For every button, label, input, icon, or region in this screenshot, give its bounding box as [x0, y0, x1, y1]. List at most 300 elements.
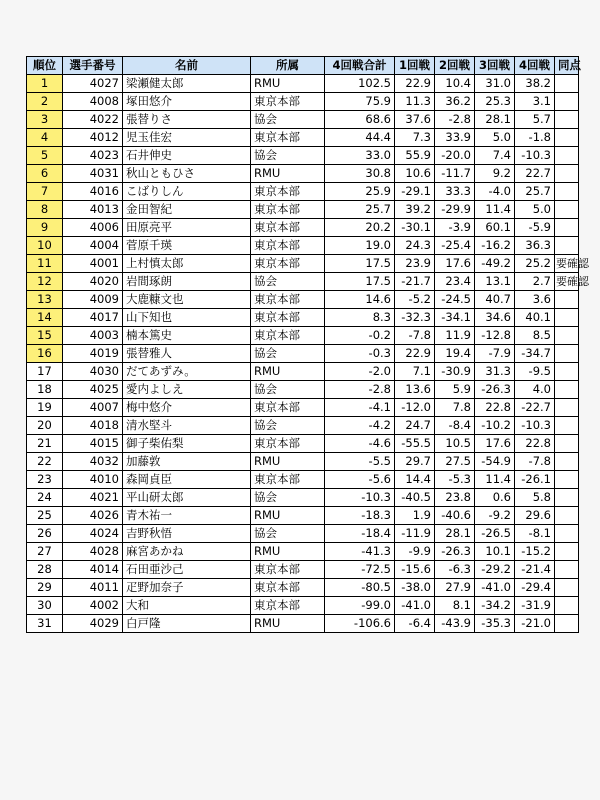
- cell-name[interactable]: 森岡貞臣: [123, 471, 251, 489]
- cell-rank[interactable]: 29: [27, 579, 63, 597]
- cell-name[interactable]: 平山研太郎: [123, 489, 251, 507]
- cell-round-2[interactable]: -3.9: [435, 219, 475, 237]
- header-rank[interactable]: 順位: [27, 57, 63, 75]
- cell-round-4[interactable]: 40.1: [515, 309, 555, 327]
- cell-affiliation[interactable]: 東京本部: [251, 291, 325, 309]
- cell-round-4[interactable]: 5.7: [515, 111, 555, 129]
- cell-player-number[interactable]: 4009: [63, 291, 123, 309]
- cell-round-2[interactable]: 5.9: [435, 381, 475, 399]
- cell-total[interactable]: 20.2: [325, 219, 395, 237]
- cell-affiliation[interactable]: 東京本部: [251, 561, 325, 579]
- cell-round-2[interactable]: -26.3: [435, 543, 475, 561]
- cell-affiliation[interactable]: 東京本部: [251, 435, 325, 453]
- cell-round-3[interactable]: 17.6: [475, 435, 515, 453]
- cell-affiliation[interactable]: 東京本部: [251, 597, 325, 615]
- cell-round-1[interactable]: 7.3: [395, 129, 435, 147]
- cell-player-number[interactable]: 4030: [63, 363, 123, 381]
- cell-total[interactable]: 14.6: [325, 291, 395, 309]
- cell-round-2[interactable]: -20.0: [435, 147, 475, 165]
- cell-affiliation[interactable]: 東京本部: [251, 327, 325, 345]
- cell-rank[interactable]: 14: [27, 309, 63, 327]
- cell-rank[interactable]: 15: [27, 327, 63, 345]
- cell-round-3[interactable]: 22.8: [475, 399, 515, 417]
- cell-affiliation[interactable]: 東京本部: [251, 399, 325, 417]
- cell-player-number[interactable]: 4012: [63, 129, 123, 147]
- cell-rank[interactable]: 5: [27, 147, 63, 165]
- cell-round-4[interactable]: -26.1: [515, 471, 555, 489]
- cell-round-3[interactable]: 28.1: [475, 111, 515, 129]
- cell-round-1[interactable]: 22.9: [395, 345, 435, 363]
- cell-round-3[interactable]: -49.2: [475, 255, 515, 273]
- cell-round-1[interactable]: -11.9: [395, 525, 435, 543]
- cell-total[interactable]: -0.3: [325, 345, 395, 363]
- header-round-2[interactable]: 2回戦: [435, 57, 475, 75]
- cell-round-2[interactable]: -43.9: [435, 615, 475, 633]
- cell-player-number[interactable]: 4017: [63, 309, 123, 327]
- cell-name[interactable]: 梅中悠介: [123, 399, 251, 417]
- cell-round-3[interactable]: -4.0: [475, 183, 515, 201]
- cell-round-4[interactable]: -8.1: [515, 525, 555, 543]
- cell-round-3[interactable]: -41.0: [475, 579, 515, 597]
- cell-round-1[interactable]: -9.9: [395, 543, 435, 561]
- cell-player-number[interactable]: 4028: [63, 543, 123, 561]
- cell-tie[interactable]: [555, 291, 579, 309]
- cell-round-1[interactable]: -32.3: [395, 309, 435, 327]
- cell-total[interactable]: -5.6: [325, 471, 395, 489]
- cell-round-4[interactable]: -5.9: [515, 219, 555, 237]
- cell-rank[interactable]: 17: [27, 363, 63, 381]
- cell-total[interactable]: -99.0: [325, 597, 395, 615]
- cell-name[interactable]: 清水堅斗: [123, 417, 251, 435]
- cell-tie[interactable]: [555, 399, 579, 417]
- cell-rank[interactable]: 23: [27, 471, 63, 489]
- cell-name[interactable]: 児玉佳宏: [123, 129, 251, 147]
- cell-rank[interactable]: 22: [27, 453, 63, 471]
- cell-total[interactable]: -80.5: [325, 579, 395, 597]
- cell-round-1[interactable]: 55.9: [395, 147, 435, 165]
- header-tie[interactable]: 同点: [555, 57, 579, 75]
- cell-player-number[interactable]: 4023: [63, 147, 123, 165]
- cell-round-1[interactable]: -41.0: [395, 597, 435, 615]
- cell-total[interactable]: 33.0: [325, 147, 395, 165]
- cell-player-number[interactable]: 4002: [63, 597, 123, 615]
- cell-tie[interactable]: [555, 93, 579, 111]
- cell-name[interactable]: 菅原千瑛: [123, 237, 251, 255]
- cell-affiliation[interactable]: 東京本部: [251, 201, 325, 219]
- cell-rank[interactable]: 11: [27, 255, 63, 273]
- cell-round-4[interactable]: -15.2: [515, 543, 555, 561]
- header-round-4[interactable]: 4回戦: [515, 57, 555, 75]
- cell-name[interactable]: 大和: [123, 597, 251, 615]
- cell-round-3[interactable]: 34.6: [475, 309, 515, 327]
- cell-affiliation[interactable]: 協会: [251, 381, 325, 399]
- cell-total[interactable]: -41.3: [325, 543, 395, 561]
- cell-round-4[interactable]: 3.1: [515, 93, 555, 111]
- cell-round-2[interactable]: -25.4: [435, 237, 475, 255]
- cell-round-2[interactable]: -29.9: [435, 201, 475, 219]
- cell-rank[interactable]: 20: [27, 417, 63, 435]
- cell-affiliation[interactable]: 東京本部: [251, 129, 325, 147]
- cell-tie[interactable]: [555, 543, 579, 561]
- cell-total[interactable]: -2.0: [325, 363, 395, 381]
- cell-tie[interactable]: [555, 75, 579, 93]
- cell-player-number[interactable]: 4018: [63, 417, 123, 435]
- cell-round-2[interactable]: 27.9: [435, 579, 475, 597]
- cell-round-3[interactable]: -35.3: [475, 615, 515, 633]
- cell-player-number[interactable]: 4006: [63, 219, 123, 237]
- cell-affiliation[interactable]: RMU: [251, 165, 325, 183]
- cell-round-2[interactable]: -34.1: [435, 309, 475, 327]
- cell-round-1[interactable]: -30.1: [395, 219, 435, 237]
- cell-name[interactable]: 青木祐一: [123, 507, 251, 525]
- cell-player-number[interactable]: 4001: [63, 255, 123, 273]
- cell-round-2[interactable]: -6.3: [435, 561, 475, 579]
- cell-round-2[interactable]: 23.8: [435, 489, 475, 507]
- cell-round-4[interactable]: 22.7: [515, 165, 555, 183]
- cell-total[interactable]: 25.7: [325, 201, 395, 219]
- cell-tie[interactable]: [555, 489, 579, 507]
- cell-tie[interactable]: 要確認: [555, 273, 579, 291]
- cell-affiliation[interactable]: 協会: [251, 147, 325, 165]
- cell-tie[interactable]: [555, 435, 579, 453]
- cell-affiliation[interactable]: 協会: [251, 345, 325, 363]
- cell-player-number[interactable]: 4016: [63, 183, 123, 201]
- cell-name[interactable]: 張替りさ: [123, 111, 251, 129]
- cell-player-number[interactable]: 4020: [63, 273, 123, 291]
- header-round-1[interactable]: 1回戦: [395, 57, 435, 75]
- cell-rank[interactable]: 26: [27, 525, 63, 543]
- cell-round-2[interactable]: -40.6: [435, 507, 475, 525]
- cell-player-number[interactable]: 4027: [63, 75, 123, 93]
- cell-name[interactable]: 楠本篤史: [123, 327, 251, 345]
- cell-affiliation[interactable]: 東京本部: [251, 309, 325, 327]
- cell-player-number[interactable]: 4021: [63, 489, 123, 507]
- cell-round-2[interactable]: 19.4: [435, 345, 475, 363]
- cell-affiliation[interactable]: 協会: [251, 489, 325, 507]
- cell-affiliation[interactable]: 協会: [251, 417, 325, 435]
- cell-round-3[interactable]: 9.2: [475, 165, 515, 183]
- cell-affiliation[interactable]: 協会: [251, 525, 325, 543]
- header-player-number[interactable]: 選手番号: [63, 57, 123, 75]
- cell-round-4[interactable]: 5.0: [515, 201, 555, 219]
- cell-round-3[interactable]: -9.2: [475, 507, 515, 525]
- cell-round-3[interactable]: -10.2: [475, 417, 515, 435]
- cell-name[interactable]: 白戸隆: [123, 615, 251, 633]
- cell-round-2[interactable]: -5.3: [435, 471, 475, 489]
- cell-affiliation[interactable]: 東京本部: [251, 183, 325, 201]
- cell-round-3[interactable]: 31.0: [475, 75, 515, 93]
- cell-rank[interactable]: 6: [27, 165, 63, 183]
- cell-name[interactable]: 岩間琢朗: [123, 273, 251, 291]
- cell-round-4[interactable]: 8.5: [515, 327, 555, 345]
- cell-rank[interactable]: 19: [27, 399, 63, 417]
- cell-player-number[interactable]: 4026: [63, 507, 123, 525]
- cell-round-1[interactable]: -5.2: [395, 291, 435, 309]
- cell-round-4[interactable]: 36.3: [515, 237, 555, 255]
- cell-total[interactable]: -2.8: [325, 381, 395, 399]
- cell-round-1[interactable]: 7.1: [395, 363, 435, 381]
- cell-player-number[interactable]: 4015: [63, 435, 123, 453]
- cell-rank[interactable]: 2: [27, 93, 63, 111]
- cell-tie[interactable]: [555, 183, 579, 201]
- cell-name[interactable]: 金田智紀: [123, 201, 251, 219]
- cell-round-4[interactable]: -1.8: [515, 129, 555, 147]
- cell-total[interactable]: 44.4: [325, 129, 395, 147]
- cell-round-2[interactable]: -8.4: [435, 417, 475, 435]
- cell-round-1[interactable]: 1.9: [395, 507, 435, 525]
- cell-affiliation[interactable]: RMU: [251, 543, 325, 561]
- cell-total[interactable]: -0.2: [325, 327, 395, 345]
- cell-round-2[interactable]: 33.9: [435, 129, 475, 147]
- cell-round-1[interactable]: -15.6: [395, 561, 435, 579]
- cell-round-4[interactable]: 3.6: [515, 291, 555, 309]
- cell-round-2[interactable]: 27.5: [435, 453, 475, 471]
- cell-name[interactable]: 愛内よしえ: [123, 381, 251, 399]
- cell-round-1[interactable]: 24.7: [395, 417, 435, 435]
- cell-total[interactable]: 68.6: [325, 111, 395, 129]
- cell-total[interactable]: -72.5: [325, 561, 395, 579]
- cell-round-1[interactable]: 22.9: [395, 75, 435, 93]
- header-affiliation[interactable]: 所属: [251, 57, 325, 75]
- cell-round-4[interactable]: -22.7: [515, 399, 555, 417]
- cell-round-4[interactable]: 25.7: [515, 183, 555, 201]
- cell-player-number[interactable]: 4022: [63, 111, 123, 129]
- cell-rank[interactable]: 18: [27, 381, 63, 399]
- cell-round-4[interactable]: 4.0: [515, 381, 555, 399]
- cell-rank[interactable]: 9: [27, 219, 63, 237]
- cell-round-3[interactable]: -26.5: [475, 525, 515, 543]
- cell-total[interactable]: 102.5: [325, 75, 395, 93]
- cell-round-1[interactable]: 10.6: [395, 165, 435, 183]
- cell-tie[interactable]: [555, 417, 579, 435]
- cell-name[interactable]: 大鹿糠文也: [123, 291, 251, 309]
- cell-round-2[interactable]: 17.6: [435, 255, 475, 273]
- cell-round-4[interactable]: -34.7: [515, 345, 555, 363]
- cell-round-3[interactable]: 11.4: [475, 471, 515, 489]
- cell-rank[interactable]: 25: [27, 507, 63, 525]
- cell-round-4[interactable]: 29.6: [515, 507, 555, 525]
- cell-round-1[interactable]: -12.0: [395, 399, 435, 417]
- cell-tie[interactable]: [555, 237, 579, 255]
- cell-player-number[interactable]: 4003: [63, 327, 123, 345]
- cell-total[interactable]: -10.3: [325, 489, 395, 507]
- cell-player-number[interactable]: 4008: [63, 93, 123, 111]
- cell-affiliation[interactable]: 協会: [251, 273, 325, 291]
- cell-affiliation[interactable]: 協会: [251, 111, 325, 129]
- cell-player-number[interactable]: 4032: [63, 453, 123, 471]
- header-round-3[interactable]: 3回戦: [475, 57, 515, 75]
- cell-round-3[interactable]: -16.2: [475, 237, 515, 255]
- cell-name[interactable]: 秋山ともひさ: [123, 165, 251, 183]
- cell-round-2[interactable]: -30.9: [435, 363, 475, 381]
- cell-round-4[interactable]: -9.5: [515, 363, 555, 381]
- cell-round-1[interactable]: 11.3: [395, 93, 435, 111]
- cell-tie[interactable]: [555, 579, 579, 597]
- cell-name[interactable]: 疋野加奈子: [123, 579, 251, 597]
- cell-round-2[interactable]: 10.5: [435, 435, 475, 453]
- cell-affiliation[interactable]: 東京本部: [251, 255, 325, 273]
- cell-round-2[interactable]: 7.8: [435, 399, 475, 417]
- cell-rank[interactable]: 28: [27, 561, 63, 579]
- cell-round-4[interactable]: -10.3: [515, 417, 555, 435]
- cell-affiliation[interactable]: 東京本部: [251, 93, 325, 111]
- header-name[interactable]: 名前: [123, 57, 251, 75]
- cell-round-3[interactable]: -12.8: [475, 327, 515, 345]
- cell-tie[interactable]: [555, 525, 579, 543]
- cell-round-2[interactable]: -2.8: [435, 111, 475, 129]
- cell-affiliation[interactable]: RMU: [251, 363, 325, 381]
- cell-round-2[interactable]: 28.1: [435, 525, 475, 543]
- cell-total[interactable]: -4.6: [325, 435, 395, 453]
- cell-round-4[interactable]: -21.0: [515, 615, 555, 633]
- cell-tie[interactable]: [555, 615, 579, 633]
- cell-round-1[interactable]: -55.5: [395, 435, 435, 453]
- cell-round-4[interactable]: -29.4: [515, 579, 555, 597]
- cell-name[interactable]: 上村慎太郎: [123, 255, 251, 273]
- cell-player-number[interactable]: 4004: [63, 237, 123, 255]
- cell-round-3[interactable]: -26.3: [475, 381, 515, 399]
- cell-player-number[interactable]: 4031: [63, 165, 123, 183]
- cell-name[interactable]: 田原亮平: [123, 219, 251, 237]
- cell-round-3[interactable]: 0.6: [475, 489, 515, 507]
- cell-affiliation[interactable]: RMU: [251, 75, 325, 93]
- cell-round-1[interactable]: -6.4: [395, 615, 435, 633]
- cell-round-3[interactable]: -54.9: [475, 453, 515, 471]
- cell-round-3[interactable]: 60.1: [475, 219, 515, 237]
- cell-player-number[interactable]: 4007: [63, 399, 123, 417]
- cell-tie[interactable]: [555, 129, 579, 147]
- cell-rank[interactable]: 30: [27, 597, 63, 615]
- cell-round-2[interactable]: -24.5: [435, 291, 475, 309]
- cell-tie[interactable]: [555, 597, 579, 615]
- cell-tie[interactable]: [555, 147, 579, 165]
- cell-name[interactable]: 梁瀬健太郎: [123, 75, 251, 93]
- cell-player-number[interactable]: 4014: [63, 561, 123, 579]
- cell-tie[interactable]: [555, 309, 579, 327]
- header-total[interactable]: 4回戦合計: [325, 57, 395, 75]
- cell-round-2[interactable]: 8.1: [435, 597, 475, 615]
- cell-round-3[interactable]: -29.2: [475, 561, 515, 579]
- cell-tie[interactable]: 要確認: [555, 255, 579, 273]
- cell-round-2[interactable]: 11.9: [435, 327, 475, 345]
- cell-name[interactable]: 御子柴佑梨: [123, 435, 251, 453]
- cell-name[interactable]: 山下知也: [123, 309, 251, 327]
- cell-tie[interactable]: [555, 219, 579, 237]
- cell-round-3[interactable]: 5.0: [475, 129, 515, 147]
- cell-round-4[interactable]: 38.2: [515, 75, 555, 93]
- cell-rank[interactable]: 8: [27, 201, 63, 219]
- cell-round-4[interactable]: 25.2: [515, 255, 555, 273]
- cell-total[interactable]: 17.5: [325, 255, 395, 273]
- cell-rank[interactable]: 31: [27, 615, 63, 633]
- cell-affiliation[interactable]: 東京本部: [251, 219, 325, 237]
- cell-round-4[interactable]: -7.8: [515, 453, 555, 471]
- cell-total[interactable]: -4.1: [325, 399, 395, 417]
- cell-round-4[interactable]: 2.7: [515, 273, 555, 291]
- cell-total[interactable]: 19.0: [325, 237, 395, 255]
- cell-name[interactable]: 塚田悠介: [123, 93, 251, 111]
- cell-round-1[interactable]: 39.2: [395, 201, 435, 219]
- cell-tie[interactable]: [555, 201, 579, 219]
- cell-name[interactable]: 麻宮あかね: [123, 543, 251, 561]
- cell-round-4[interactable]: 22.8: [515, 435, 555, 453]
- cell-round-1[interactable]: -29.1: [395, 183, 435, 201]
- cell-rank[interactable]: 3: [27, 111, 63, 129]
- cell-round-2[interactable]: 36.2: [435, 93, 475, 111]
- cell-tie[interactable]: [555, 165, 579, 183]
- cell-round-3[interactable]: -7.9: [475, 345, 515, 363]
- cell-rank[interactable]: 4: [27, 129, 63, 147]
- cell-total[interactable]: -4.2: [325, 417, 395, 435]
- cell-affiliation[interactable]: 東京本部: [251, 579, 325, 597]
- cell-total[interactable]: 8.3: [325, 309, 395, 327]
- cell-total[interactable]: 30.8: [325, 165, 395, 183]
- cell-tie[interactable]: [555, 381, 579, 399]
- cell-name[interactable]: 張替雅人: [123, 345, 251, 363]
- cell-round-1[interactable]: -40.5: [395, 489, 435, 507]
- cell-round-3[interactable]: 11.4: [475, 201, 515, 219]
- cell-round-4[interactable]: 5.8: [515, 489, 555, 507]
- cell-round-4[interactable]: -31.9: [515, 597, 555, 615]
- cell-round-3[interactable]: 25.3: [475, 93, 515, 111]
- cell-affiliation[interactable]: 東京本部: [251, 237, 325, 255]
- cell-total[interactable]: -18.4: [325, 525, 395, 543]
- cell-total[interactable]: 25.9: [325, 183, 395, 201]
- cell-name[interactable]: こばりしん: [123, 183, 251, 201]
- cell-round-3[interactable]: -34.2: [475, 597, 515, 615]
- cell-tie[interactable]: [555, 471, 579, 489]
- cell-name[interactable]: 石田亜沙己: [123, 561, 251, 579]
- cell-tie[interactable]: [555, 111, 579, 129]
- cell-round-1[interactable]: -38.0: [395, 579, 435, 597]
- cell-round-1[interactable]: 13.6: [395, 381, 435, 399]
- cell-rank[interactable]: 27: [27, 543, 63, 561]
- cell-affiliation[interactable]: 東京本部: [251, 471, 325, 489]
- cell-round-2[interactable]: 33.3: [435, 183, 475, 201]
- cell-round-3[interactable]: 40.7: [475, 291, 515, 309]
- cell-round-1[interactable]: 37.6: [395, 111, 435, 129]
- cell-round-2[interactable]: 10.4: [435, 75, 475, 93]
- cell-name[interactable]: 石井伸史: [123, 147, 251, 165]
- cell-name[interactable]: 加藤敦: [123, 453, 251, 471]
- cell-round-1[interactable]: 24.3: [395, 237, 435, 255]
- cell-total[interactable]: 17.5: [325, 273, 395, 291]
- cell-tie[interactable]: [555, 327, 579, 345]
- cell-round-1[interactable]: 29.7: [395, 453, 435, 471]
- cell-rank[interactable]: 24: [27, 489, 63, 507]
- cell-tie[interactable]: [555, 507, 579, 525]
- cell-rank[interactable]: 13: [27, 291, 63, 309]
- cell-round-1[interactable]: -21.7: [395, 273, 435, 291]
- cell-round-3[interactable]: 10.1: [475, 543, 515, 561]
- cell-player-number[interactable]: 4029: [63, 615, 123, 633]
- cell-tie[interactable]: [555, 561, 579, 579]
- cell-total[interactable]: -106.6: [325, 615, 395, 633]
- cell-player-number[interactable]: 4024: [63, 525, 123, 543]
- cell-total[interactable]: -5.5: [325, 453, 395, 471]
- cell-player-number[interactable]: 4011: [63, 579, 123, 597]
- cell-name[interactable]: だてあずみ。: [123, 363, 251, 381]
- cell-player-number[interactable]: 4010: [63, 471, 123, 489]
- cell-round-3[interactable]: 7.4: [475, 147, 515, 165]
- cell-tie[interactable]: [555, 345, 579, 363]
- cell-round-2[interactable]: -11.7: [435, 165, 475, 183]
- cell-rank[interactable]: 7: [27, 183, 63, 201]
- cell-round-1[interactable]: -7.8: [395, 327, 435, 345]
- cell-name[interactable]: 吉野秋悟: [123, 525, 251, 543]
- cell-rank[interactable]: 21: [27, 435, 63, 453]
- cell-rank[interactable]: 1: [27, 75, 63, 93]
